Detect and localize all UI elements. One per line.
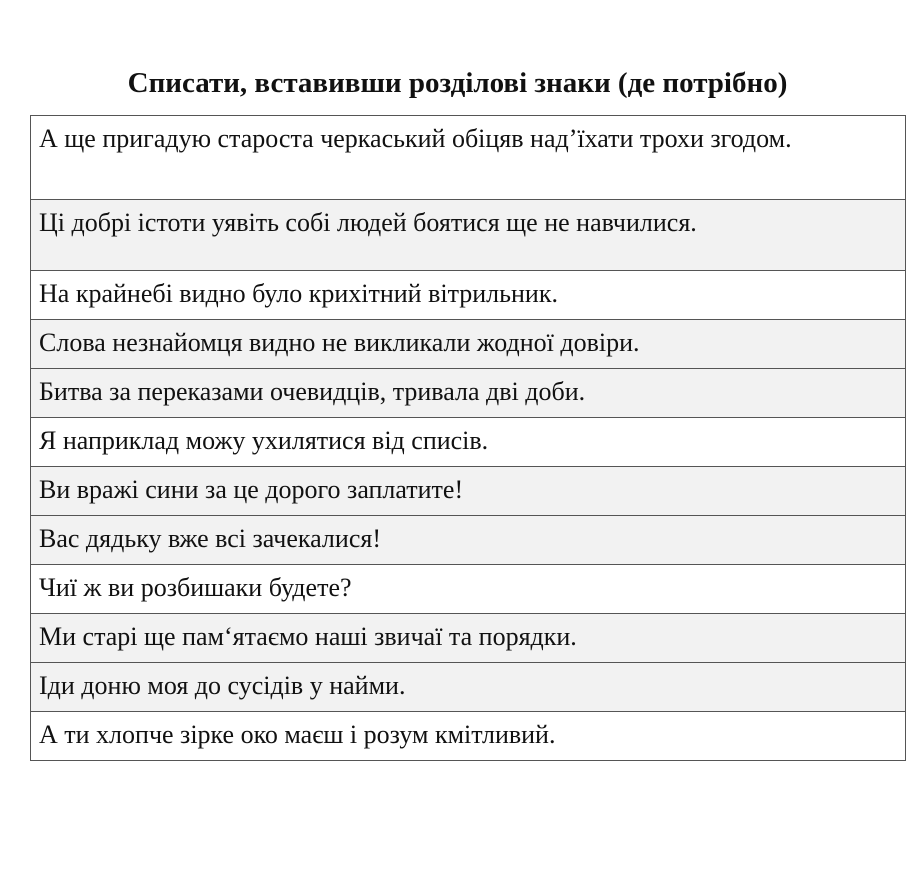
sentence-cell: Я наприклад можу ухилятися від списів. xyxy=(31,418,906,467)
table-row xyxy=(31,369,906,418)
table-row xyxy=(31,116,906,200)
sentence-cell: Ми старі ще пам‘ятаємо наші звичаї та порядки. xyxy=(31,614,906,663)
sentence-cell: Ці добрі істоти уявіть собі людей боятися ще не навчилися. xyxy=(31,200,906,271)
sentence-cell: Чиї ж ви розбишаки будете? xyxy=(31,565,906,614)
sentence-cell: А ти хлопче зірке око маєш і розум кмітливий. xyxy=(31,712,906,761)
table-row xyxy=(31,200,906,271)
table-row xyxy=(31,614,906,663)
sentence-cell: Битва за переказами очевидців, тривала дві доби. xyxy=(31,369,906,418)
table-row xyxy=(31,320,906,369)
table-row xyxy=(31,467,906,516)
sentence-cell: На крайнебі видно було крихітний вітрильник. xyxy=(31,271,906,320)
sentence-cell: Ви вражі сини за це дорого заплатите! xyxy=(31,467,906,516)
table-row xyxy=(31,516,906,565)
table-row xyxy=(31,271,906,320)
exercise-table xyxy=(30,115,906,761)
table-row xyxy=(31,418,906,467)
table-row xyxy=(31,565,906,614)
table-row xyxy=(31,663,906,712)
sentence-cell: Вас дядьку вже всі зачекалися! xyxy=(31,516,906,565)
table-row xyxy=(31,712,906,761)
sentence-cell: Іди доню моя до сусідів у найми. xyxy=(31,663,906,712)
sentence-cell: Слова незнайомця видно не викликали жодної довіри. xyxy=(31,320,906,369)
page-title: Списати, вставивши розділові знаки (де потрібно) xyxy=(127,67,788,99)
sentence-cell: А ще пригадую староста черкаський обіцяв над’їхати трохи згодом. xyxy=(31,116,906,200)
